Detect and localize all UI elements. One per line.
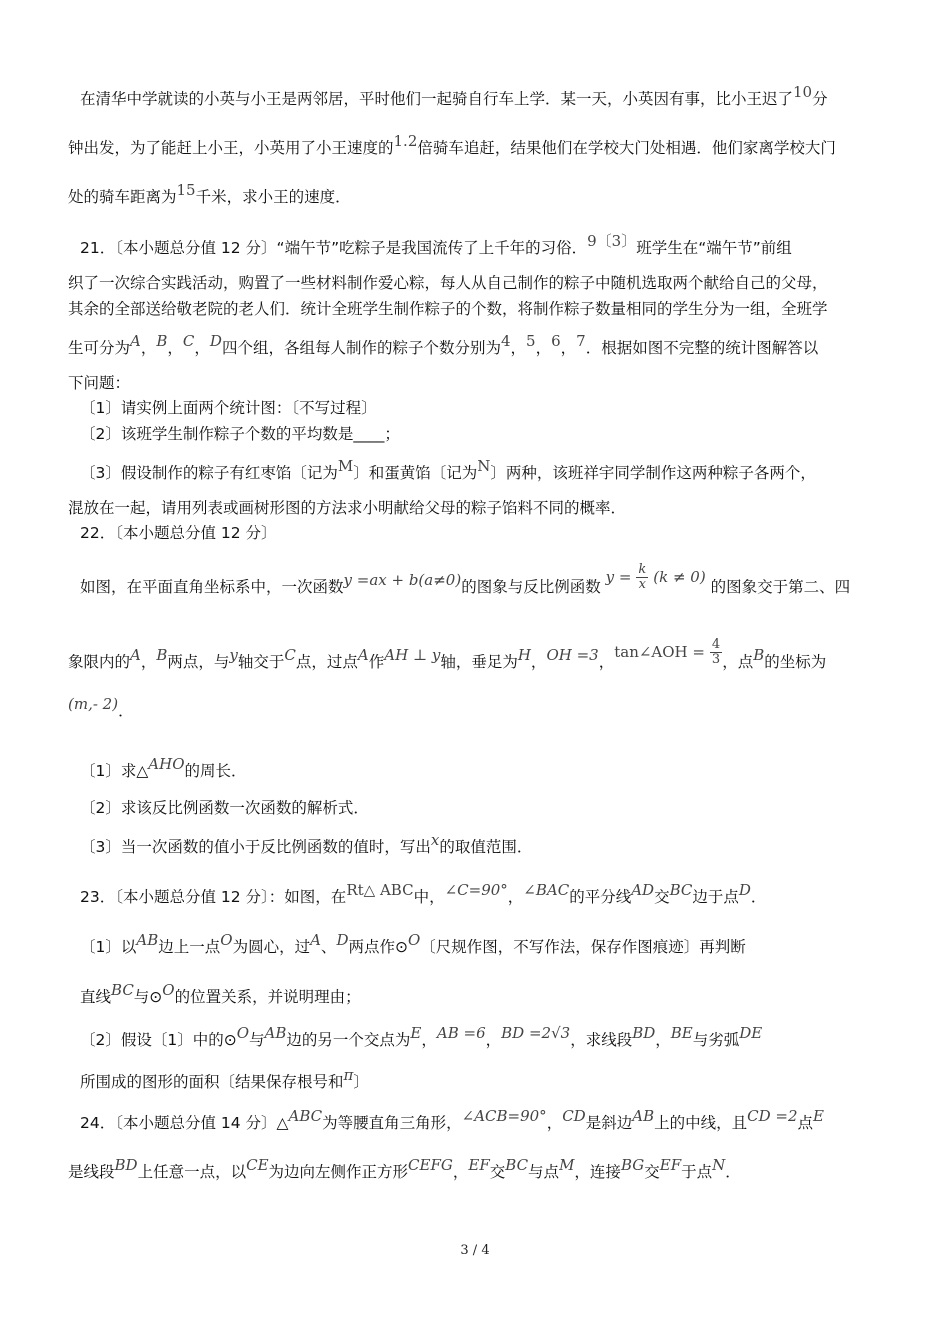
- point-o: O: [236, 1024, 250, 1042]
- cd-length: CD =2: [747, 1107, 798, 1125]
- q22-heading: 22．〔本小题总分值 12 分〕: [80, 524, 277, 542]
- group-d: D: [209, 332, 222, 350]
- q22-text: 的取值范围．: [439, 838, 533, 856]
- q24-text: ，连接: [574, 1163, 621, 1181]
- var-n: N: [477, 457, 491, 475]
- q23-sub-1-cont: [80, 981, 884, 1008]
- point-b: B: [156, 646, 168, 664]
- q24-text: 与点: [528, 1163, 560, 1181]
- q22-text: 如图，在平面直角坐标系中，一次函数: [80, 578, 344, 596]
- q23-text: 〕: [353, 1073, 369, 1091]
- q22-text: 的周长．: [184, 762, 247, 780]
- point-a: A: [130, 646, 141, 664]
- group-c: C: [182, 332, 195, 350]
- segment-be: BE: [670, 1024, 693, 1042]
- q23-text: 边于点: [692, 888, 739, 906]
- q21-text: 21．〔本小题总分值 12 分〕“端午节”吃粽子是我国流传了上千年的习俗．: [80, 239, 588, 257]
- q21-line-2: 织了一次综合实践活动，购置了一些材料制作爱心粽，每人从自己制作的粽子中随机选取两个献给自己的父母，: [68, 274, 828, 292]
- linear-function: y =ax + b(a≠0): [343, 571, 462, 589]
- point-n: N: [712, 1156, 726, 1174]
- q20-line-2: [68, 132, 884, 159]
- q23-line-1: 23．〔本小题总分值 12 分〕：如图，在Rt△ ABC中，∠C=90°，∠BAC的平分线AD交BC边于点D．: [80, 881, 767, 906]
- q23-text: 交: [654, 888, 670, 906]
- q22-text: ．: [118, 702, 134, 720]
- q20-line-1: [80, 83, 884, 110]
- q24-text: ．: [725, 1163, 741, 1181]
- q22-text: ，点: [722, 653, 754, 671]
- q20-line-3: [68, 181, 884, 208]
- q22-text: 点，过点: [295, 653, 358, 671]
- q23-text: 〔2〕假设〔1〕中的⊙: [80, 1031, 237, 1049]
- q23-text: 边上一点: [158, 938, 221, 956]
- point-h: H: [517, 646, 531, 664]
- q23-text: 所围成的图形的面积〔结果保存根号和: [80, 1073, 344, 1091]
- q23-text: 两点作⊙: [348, 938, 408, 956]
- q21-text: 〕和蛋黄馅〔记为: [353, 464, 478, 482]
- q22-text: 轴交于: [237, 653, 285, 671]
- q23-sub-1: 〔1〕以AB边上一点O为圆心，过A、D两点作⊙O〔尺规作图，不写作法，保存作图痕迹〕再判断: [80, 931, 746, 956]
- segment-bd: BD: [632, 1024, 656, 1042]
- q24-text: 于点: [681, 1163, 713, 1181]
- q23-text: 与劣弧: [692, 1031, 740, 1049]
- q22-text: 的坐标为: [764, 653, 827, 671]
- point-e: E: [410, 1024, 422, 1042]
- q24-text: 为等腰直角三角形，: [322, 1114, 462, 1132]
- ab-length: AB =6: [436, 1024, 486, 1042]
- formula-part: y =: [605, 568, 632, 586]
- count-4: 4: [500, 332, 511, 350]
- square-cefg: CEFG: [408, 1156, 453, 1174]
- var-m: M: [337, 457, 354, 475]
- arc-de: DE: [739, 1024, 763, 1042]
- q21-class-3: 〔3〕: [596, 232, 637, 250]
- frac-num: k: [638, 562, 647, 577]
- q22-sub-1: [80, 755, 884, 782]
- page-number: 3 / 4: [460, 1243, 490, 1258]
- q24-text: 是线段: [68, 1163, 115, 1181]
- q24-text: 上任意一点，以: [137, 1163, 247, 1181]
- q23-sub-2: 〔2〕假设〔1〕中的⊙O与AB边的另一个交点为E，AB =6，BD =2√3，求线段BD，BE与劣弧DE: [80, 1024, 763, 1049]
- q20-value-15: 15: [176, 181, 196, 199]
- angle-bac: ∠BAC: [523, 881, 570, 899]
- oh-length: OH =3: [546, 646, 599, 664]
- inverse-function: [606, 563, 706, 592]
- segment-ab: AB: [632, 1107, 655, 1125]
- ah-perpendicular: AH ⊥ y: [384, 646, 441, 664]
- q21-text: 班学生在“端午节”前组: [636, 239, 792, 257]
- frac-num: 4: [711, 637, 721, 652]
- q23-text: ，求线段: [570, 1031, 633, 1049]
- q23-text: 为圆心，过: [232, 938, 311, 956]
- point-o: O: [162, 981, 175, 999]
- q22-text: 〔3〕当一次函数的值小于反比例函数的值时，写出: [80, 838, 431, 856]
- q21-line-5: 下问题：: [68, 374, 131, 392]
- triangle-aho: AHO: [148, 755, 185, 773]
- point-o: O: [220, 931, 233, 949]
- q20-text: 千米，求小王的速度．: [195, 188, 351, 206]
- q23-text: 与⊙: [133, 988, 163, 1006]
- q23-text: 的位置关系，并说明理由；: [174, 988, 361, 1006]
- q23-text: 的平分线: [569, 888, 632, 906]
- q21-text: 生可分为: [68, 339, 131, 357]
- q21-text: ．根据如图不完整的统计图解答以: [585, 339, 819, 357]
- q23-sub-2-cont: [80, 1066, 884, 1093]
- q21-part-1: 〔1〕请实例上面两个统计图：〔不写过程〕: [80, 399, 377, 417]
- q22-text: 〔1〕求△: [80, 762, 149, 780]
- formula-part: (k ≠ 0): [653, 568, 706, 586]
- angle-acb: ∠ACB=90°: [461, 1107, 547, 1125]
- formula-part: tan∠AOH =: [614, 643, 705, 661]
- q22-line-3: [68, 695, 884, 722]
- q22-line-2: 象限内的A，B两点，与y轴交于C点，过点A作AH ⊥ y轴，垂足为H，OH =3，tan∠AOH = $\frac{4}{3}$ ，点B的坐标为: [68, 637, 827, 671]
- q21-part-3: [80, 457, 884, 484]
- point-a: A: [310, 931, 321, 949]
- q24-line-2: 是线段BD上任意一点，以CE为边向左侧作正方形CEFG，EF交BC与点M，连接BG交EF于点N．: [68, 1156, 741, 1181]
- segment-ef: EF: [468, 1156, 490, 1174]
- group-b: B: [156, 332, 168, 350]
- point-a: A: [357, 646, 369, 664]
- q24-text: 是斜边: [585, 1114, 633, 1132]
- q21-part-2: 〔2〕该班学生制作粽子个数的平均数是____；: [80, 425, 400, 443]
- q24-text: 交: [489, 1163, 506, 1181]
- q23-text: 23．〔本小题总分值 12 分〕：如图，在: [80, 888, 347, 906]
- angle-c: ∠C=90°: [444, 881, 508, 899]
- segment-ab: AB: [136, 931, 159, 949]
- q21-text: 〔3〕假设制作的粽子有红枣馅〔记为: [80, 464, 338, 482]
- q23-text: ．: [750, 888, 767, 906]
- q20-text: 倍骑车追赶，结果他们在学校大门处相遇．他们家离学校大门: [417, 139, 836, 157]
- point-c: C: [284, 646, 296, 664]
- axis-y: y: [229, 646, 238, 664]
- q22-sub-2: 〔2〕求该反比例函数一次函数的解析式．: [80, 799, 369, 817]
- segment-ce: CE: [246, 1156, 269, 1174]
- right-triangle-abc: Rt△ ABC: [346, 881, 414, 899]
- q20-text: 钟出发，为了能赶上小王，小英用了小王速度的: [68, 139, 394, 157]
- q22-text: 的图象与反比例函数: [461, 578, 601, 596]
- count-7: 7: [576, 332, 586, 350]
- point-d: D: [738, 881, 751, 899]
- q21-part-3-cont: 混放在一起，请用列表或画树形图的方法求小明献给父母的粽子馅料不同的概率．: [68, 499, 627, 517]
- q21-text: 〕两种，该班祥宇同学制作这两种粽子各两个，: [490, 464, 816, 482]
- q22-sub-3: [80, 831, 884, 858]
- q22-text: 作: [368, 653, 385, 671]
- q24-text: 交: [644, 1163, 660, 1181]
- segment-ef: EF: [659, 1156, 682, 1174]
- q23-text: 〔尺规作图，不写作法，保存作图痕迹〕再判断: [420, 938, 746, 956]
- q22-line-1: [80, 562, 884, 602]
- q24-text: 点: [797, 1114, 814, 1132]
- q22-text: 轴，垂足为: [440, 653, 518, 671]
- point-e: E: [813, 1107, 824, 1125]
- q23-text: 中，: [413, 888, 445, 906]
- q23-text: 与: [249, 1031, 265, 1049]
- q24-text: 为边向左侧作正方形: [268, 1163, 409, 1181]
- point-b: B: [753, 646, 765, 664]
- q21-line-4: 生可分为A，B，C，D四个组，各组每人制作的粽子个数分别为4，5，6，7．根据如图不完整的统计图解答以: [68, 332, 819, 357]
- tan-formula: [614, 638, 722, 667]
- var-x: x: [430, 831, 440, 849]
- segment-cd: CD: [562, 1107, 586, 1125]
- point-d: D: [336, 931, 349, 949]
- q23-text: 直线: [80, 988, 112, 1006]
- q22-text: 象限内的: [68, 653, 131, 671]
- q21-line-1: [80, 232, 884, 259]
- q24-text: 上的中线，且: [654, 1114, 748, 1132]
- segment-bc: BC: [111, 981, 134, 999]
- group-a: A: [130, 332, 141, 350]
- point-b-coordinates: (m,- 2): [68, 695, 119, 713]
- q20-value-1-2: 1.2: [393, 132, 418, 150]
- point-m: M: [559, 1156, 575, 1174]
- q21-line-3: 其余的全部送给敬老院的老人们．统计全班学生制作粽子的个数，将制作粽子数量相同的学生分为一组，全班学: [68, 300, 828, 318]
- frac-den: x: [638, 577, 647, 592]
- segment-bg: BG: [620, 1156, 645, 1174]
- q22-text: 的图象交于第二、四: [710, 578, 851, 596]
- frac-den: 3: [711, 652, 721, 667]
- segment-bc: BC: [505, 1156, 529, 1174]
- count-5: 5: [526, 332, 536, 350]
- q20-text: 分: [812, 90, 828, 108]
- q23-text: 边的另一个交点为: [286, 1031, 411, 1049]
- q20-text: 在清华中学就读的小英与小王是两邻居，平时他们一起骑自行车上学．某一天，小英因有事，比小王迟了: [80, 90, 794, 108]
- q24-text: 24．〔本小题总分值 14 分〕△: [80, 1114, 289, 1132]
- q20-text: 处的骑车距离为: [68, 188, 177, 206]
- segment-ab: AB: [264, 1024, 287, 1042]
- q24-line-1: 24．〔本小题总分值 14 分〕△ABC为等腰直角三角形，∠ACB=90°，CD是斜边AB上的中线，且CD =2点E: [80, 1107, 824, 1132]
- q21-text: 四个组，各组每人制作的粽子个数分别为: [221, 339, 501, 357]
- point-o: O: [407, 931, 421, 949]
- segment-ad: AD: [631, 881, 655, 899]
- segment-bc: BC: [669, 881, 693, 899]
- q21-value-9: 9: [587, 232, 597, 250]
- segment-bd: BD: [114, 1156, 138, 1174]
- q20-value-10: 10: [793, 83, 813, 101]
- pi-symbol: π: [343, 1066, 354, 1084]
- bd-length: BD =2√3: [501, 1024, 571, 1042]
- q23-text: 〔1〕以: [80, 938, 137, 956]
- triangle-abc: ABC: [288, 1107, 323, 1125]
- q22-text: 两点，与: [167, 653, 230, 671]
- count-6: 6: [551, 332, 561, 350]
